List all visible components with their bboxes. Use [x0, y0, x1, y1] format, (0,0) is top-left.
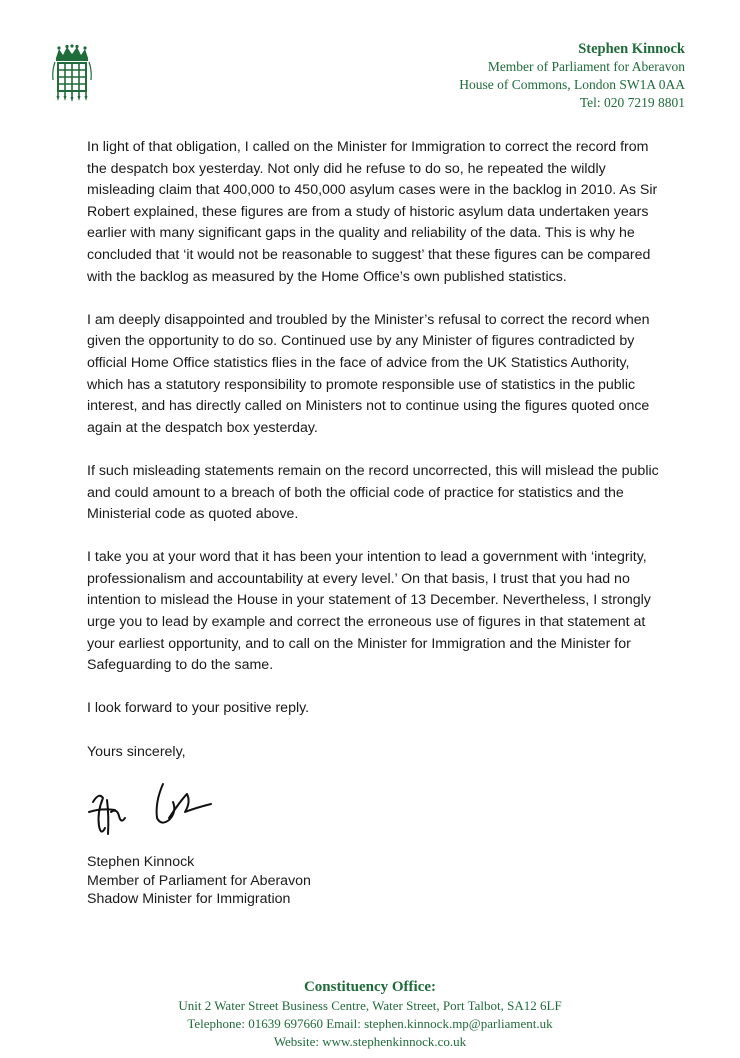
paragraph: In light of that obligation, I called on the Minister for Immigration to correct the record from the despatch box yesterday. Not only did he refuse to do so, he repeated the wildly misleading claim that 400,000 to 450,000 asylum cases were in the backlog in 2010. As Sir Robert explained, these figures are from a study of historic asylum data undertaken years earlier with many significant gaps in the quality and reliability of the data. This is why he concluded that ‘it would not be reasonable to suggest’ that these figures can be compared with the backlog as measured by the Home Office’s own published statistics. [87, 139, 658, 285]
handwritten-signature [85, 772, 225, 844]
signatory-title: Shadow Minister for Immigration [87, 891, 291, 907]
signature-block [87, 853, 311, 909]
closing: Yours sincerely, [87, 743, 186, 760]
portcullis-crest-icon [50, 44, 94, 104]
footer-address: Unit 2 Water Street Business Centre, Water Street, Port Talbot, SA12 6LF [178, 998, 562, 1013]
paragraph: If such misleading statements remain on the record uncorrected, this will mislead the public and could amount to a breach of both the official code of practice for statistics and the Ministerial code as quoted above. [87, 462, 659, 523]
letterhead-role: Member of Parliament for Aberavon [487, 59, 685, 74]
paragraph: I take you at your word that it has been your intention to lead a government with ‘integrity, professionalism and accountability at every level.’ On that basis, I trust that you had no intention to mislead the House in your statement of 13 December. Nevertheless, I strongly urge you to lead by example and correct the erroneous use of figures in that statement at your earliest opportunity, and to call on the Minister for Immigration and the Minister for Safeguarding to do the same. [87, 549, 651, 674]
letterhead-tel: Tel: 020 7219 8801 [579, 95, 685, 110]
signatory-role: Member of Parliament for Aberavon [87, 872, 311, 889]
footer-contact: Telephone: 01639 697660 Email: stephen.kinnock.mp@parliament.uk [187, 1016, 553, 1031]
footer [0, 978, 740, 1051]
letterhead [459, 40, 685, 112]
letterhead-name: Stephen Kinnock [578, 41, 685, 57]
footer-heading: Constituency Office: [303, 979, 437, 995]
letterhead-address: House of Commons, London SW1A 0AA [459, 77, 685, 92]
footer-website: Website: www.stephenkinnock.co.uk [273, 1034, 467, 1049]
letter-body [87, 137, 667, 785]
paragraph: I am deeply disappointed and troubled by the Minister’s refusal to correct the record when given the opportunity to do so. Continued use by any Minister of figures contradicted by official Home Office statistics flies in the face of advice from the UK Statistics Authority, which has a statutory responsibility to promote responsible use of statistics in the public interest, and has directly called on Ministers not to continue using the figures quoted once again at the despatch box yesterday. [87, 311, 650, 436]
signatory-name: Stephen Kinnock [87, 854, 195, 870]
paragraph: I look forward to your positive reply. [87, 700, 310, 717]
